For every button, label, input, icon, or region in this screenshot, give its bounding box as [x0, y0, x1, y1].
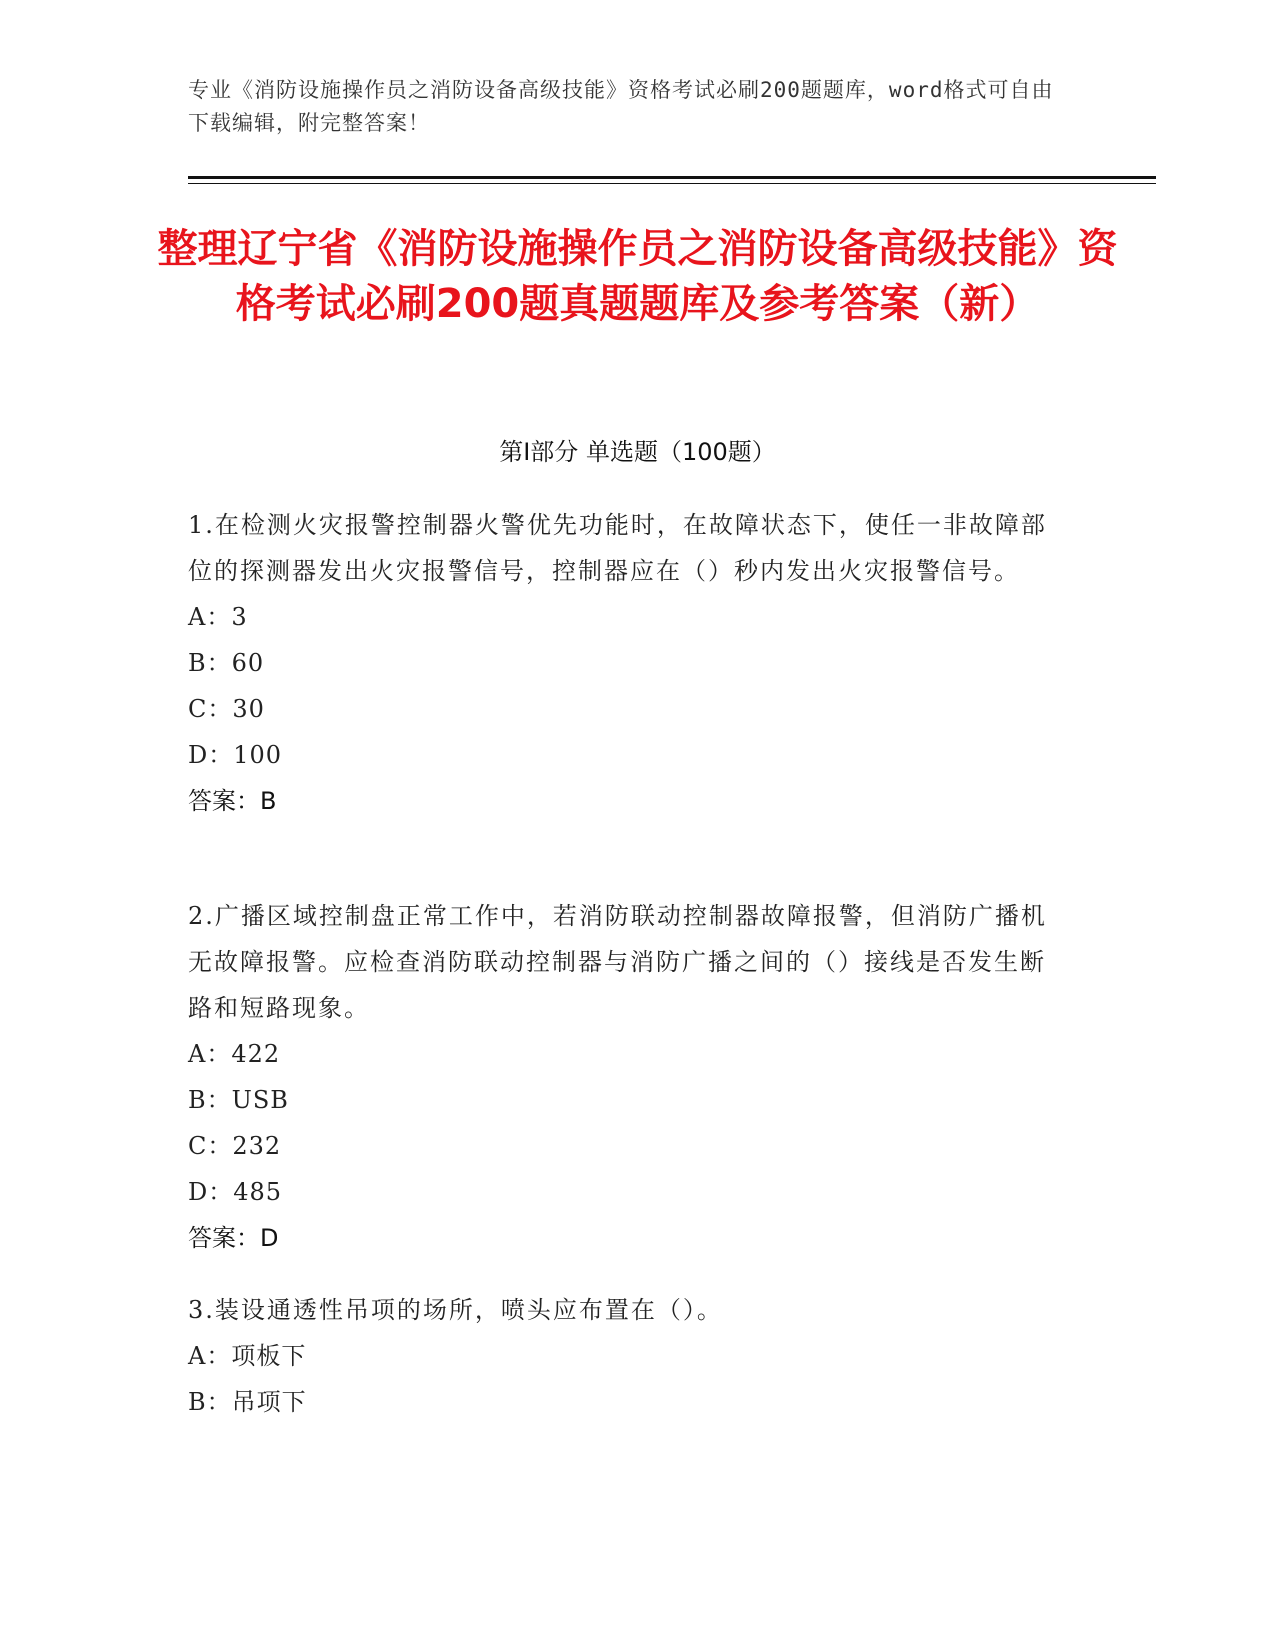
- option-a: A：项板下: [188, 1342, 307, 1370]
- question-2: [188, 893, 1068, 1261]
- answer-line: 答案：D: [188, 1224, 279, 1252]
- question-text: 3.装设通透性吊项的场所，喷头应布置在（）。: [188, 1296, 723, 1324]
- option-b: B：吊项下: [188, 1388, 307, 1416]
- question-text: 2.广播区域控制盘正常工作中，若消防联动控制器故障报警，但消防广播机无故障报警。应检查消防联动控制器与消防广播之间的（）接线是否发生断路和短路现象。: [188, 902, 1047, 1022]
- header-note: 专业《消防设施操作员之消防设备高级技能》资格考试必刷200题题库，word格式可自由下载编辑，附完整答案！: [188, 78, 1054, 135]
- header-divider-thick: [188, 176, 1156, 179]
- question-text: 1.在检测火灾报警控制器火警优先功能时，在故障状态下，使任一非故障部位的探测器发出火灾报警信号，控制器应在（）秒内发出火灾报警信号。: [188, 511, 1047, 585]
- section-heading: 第I部分 单选题（100题）: [499, 438, 776, 466]
- document-title: 整理辽宁省《消防设施操作员之消防设备高级技能》资格考试必刷200题真题题库及参考答案（新）: [157, 226, 1118, 327]
- option-a: A：422: [188, 1040, 281, 1068]
- header-divider-thin: [188, 183, 1156, 184]
- question-1: [188, 502, 1068, 824]
- option-a: A：3: [188, 603, 248, 631]
- question-3: [188, 1287, 1068, 1425]
- option-d: D：100: [188, 741, 283, 769]
- option-b: B：60: [188, 649, 265, 677]
- option-b: B：USB: [188, 1086, 289, 1114]
- option-c: C：30: [188, 695, 265, 723]
- option-d: D：485: [188, 1178, 283, 1206]
- option-c: C：232: [188, 1132, 282, 1160]
- answer-line: 答案：B: [188, 787, 277, 815]
